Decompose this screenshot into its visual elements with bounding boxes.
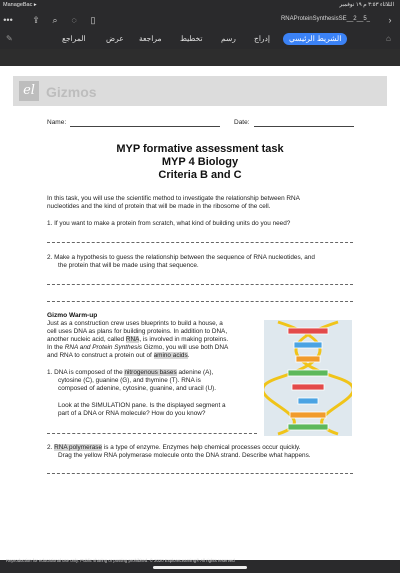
tab-view[interactable]: عرض [106, 34, 124, 43]
highlight-rna: RNA [125, 336, 140, 343]
warmup-text: In the [47, 344, 65, 351]
status-bar [0, 0, 400, 11]
ribbon [0, 29, 400, 49]
warmup-q1-line-1 [47, 369, 213, 377]
name-line[interactable] [70, 126, 220, 127]
pen-icon[interactable]: ✎ [6, 34, 13, 43]
ribbon-tools-strip [0, 49, 400, 66]
warmup-line-4 [47, 344, 228, 352]
highlight-nitrogenous-bases: nitrogenous bases [124, 369, 177, 376]
more-icon[interactable]: ••• [3, 15, 13, 25]
warmup-q1-line-4: Look at the SIMULATION pane. Is the displayed segment a [58, 402, 226, 409]
dna-illustration [264, 320, 352, 436]
warmup-text: and RNA to construct a protein out of [47, 352, 154, 359]
intro-line-1: In this task, you will use the scientific method to investigate the relationship between RNA [47, 195, 300, 202]
tab-review[interactable]: مراجعة [139, 34, 162, 43]
task-title: MYP formative assessment task [116, 143, 284, 155]
answer-line[interactable] [47, 433, 257, 434]
lightbulb-icon[interactable]: ◌ [71, 15, 77, 25]
carrier-text: ManageBac ▸ [3, 2, 37, 8]
home-indicator[interactable] [153, 566, 247, 569]
clock-text: الثلاثاء ٣:٥٣ م ١٩ نوفمبر [339, 2, 394, 8]
question-2-line-1: 2. Make a hypothesis to guess the relationship between the sequence of RNA nucleotides, and [47, 254, 315, 261]
tab-insert[interactable]: إدراج [254, 34, 270, 43]
device-icon[interactable]: ▯ [90, 15, 96, 25]
subject-title: MYP 4 Biology [161, 156, 239, 168]
tab-draw[interactable]: رسم [221, 34, 236, 43]
criteria-title: Criteria B and C [158, 169, 242, 181]
question-2-line-2: the protein that will be made using that sequence. [58, 262, 199, 269]
warmup-text: 1. DNA is composed of the [47, 369, 125, 376]
document-title[interactable]: RNAProteinSynthesisSE__2__5_ [280, 16, 370, 22]
share-icon[interactable]: ⇪ [32, 15, 40, 25]
tab-layout[interactable]: تخطيط [180, 34, 203, 43]
answer-line[interactable] [47, 301, 353, 302]
warmup-text: 2. [47, 444, 55, 451]
format-icon[interactable]: ⌂ [386, 34, 391, 43]
answer-line[interactable] [47, 284, 353, 285]
warmup-q1-line-5: part of a DNA or RNA molecule? How do you know? [58, 410, 206, 417]
question-1: 1. If you want to make a protein from scratch, what kind of building units do you need? [47, 220, 291, 227]
dna-strand-image [264, 320, 352, 436]
date-line[interactable] [254, 126, 354, 127]
name-label: Name: [47, 119, 67, 126]
warmup-text: is a type of enzyme. Enzymes help chemical processes occur quickly. [102, 444, 301, 451]
highlight-amino-acids: amino acids [153, 352, 188, 359]
search-icon[interactable]: ⌕ [52, 15, 58, 25]
date-label: Date: [234, 119, 250, 126]
warmup-line-3 [47, 336, 228, 344]
warmup-q2-line-2: Drag the yellow RNA polymerase molecule onto the DNA strand. Describe what happens. [58, 452, 311, 459]
warmup-line-1: Just as a construction crew uses blueprints to build a house, a [47, 320, 223, 327]
tab-home[interactable]: الشريط الرئيسي [283, 33, 347, 45]
intro-line-2: nucleotides and the kind of protein that will be made in the ribosome of the cell. [47, 203, 271, 210]
copyright-footer: Reproduction for educational use only. Public sharing or posting prohibited. © 2020 ExploreLearning® All rights reserved [6, 558, 235, 563]
warmup-text: adenine (A), [176, 369, 214, 376]
warmup-text: . [187, 352, 190, 359]
warmup-heading: Gizmo Warm-up [47, 312, 98, 319]
warmup-q1-line-3: composed of adenine, cytosine, guanine, and uracil (U). [58, 385, 217, 392]
gizmos-brand: Gizmos [46, 84, 97, 100]
back-icon[interactable]: › [388, 15, 392, 25]
gizmo-title-italic: RNA and Protein Synthesis [64, 344, 142, 351]
answer-line[interactable] [47, 242, 353, 243]
warmup-text: another nucleic acid, called [47, 336, 126, 343]
gizmos-logo: el [19, 81, 39, 101]
highlight-rna-polymerase: RNA polymerase [54, 444, 103, 451]
warmup-text: Gizmo, you will use both DNA [141, 344, 229, 351]
warmup-line-2: cell uses DNA as plans for building proteins. In addition to DNA, [47, 328, 228, 335]
warmup-q1-line-2: cytosine (C), guanine (G), and thymine (T). RNA is [58, 377, 201, 384]
warmup-text: , is involved in making proteins. [139, 336, 229, 343]
warmup-line-5 [47, 352, 189, 360]
answer-line[interactable] [47, 473, 353, 474]
warmup-q2-line-1 [47, 444, 301, 452]
tab-references[interactable]: المراجع [62, 34, 86, 43]
app-toolbar [0, 11, 400, 29]
